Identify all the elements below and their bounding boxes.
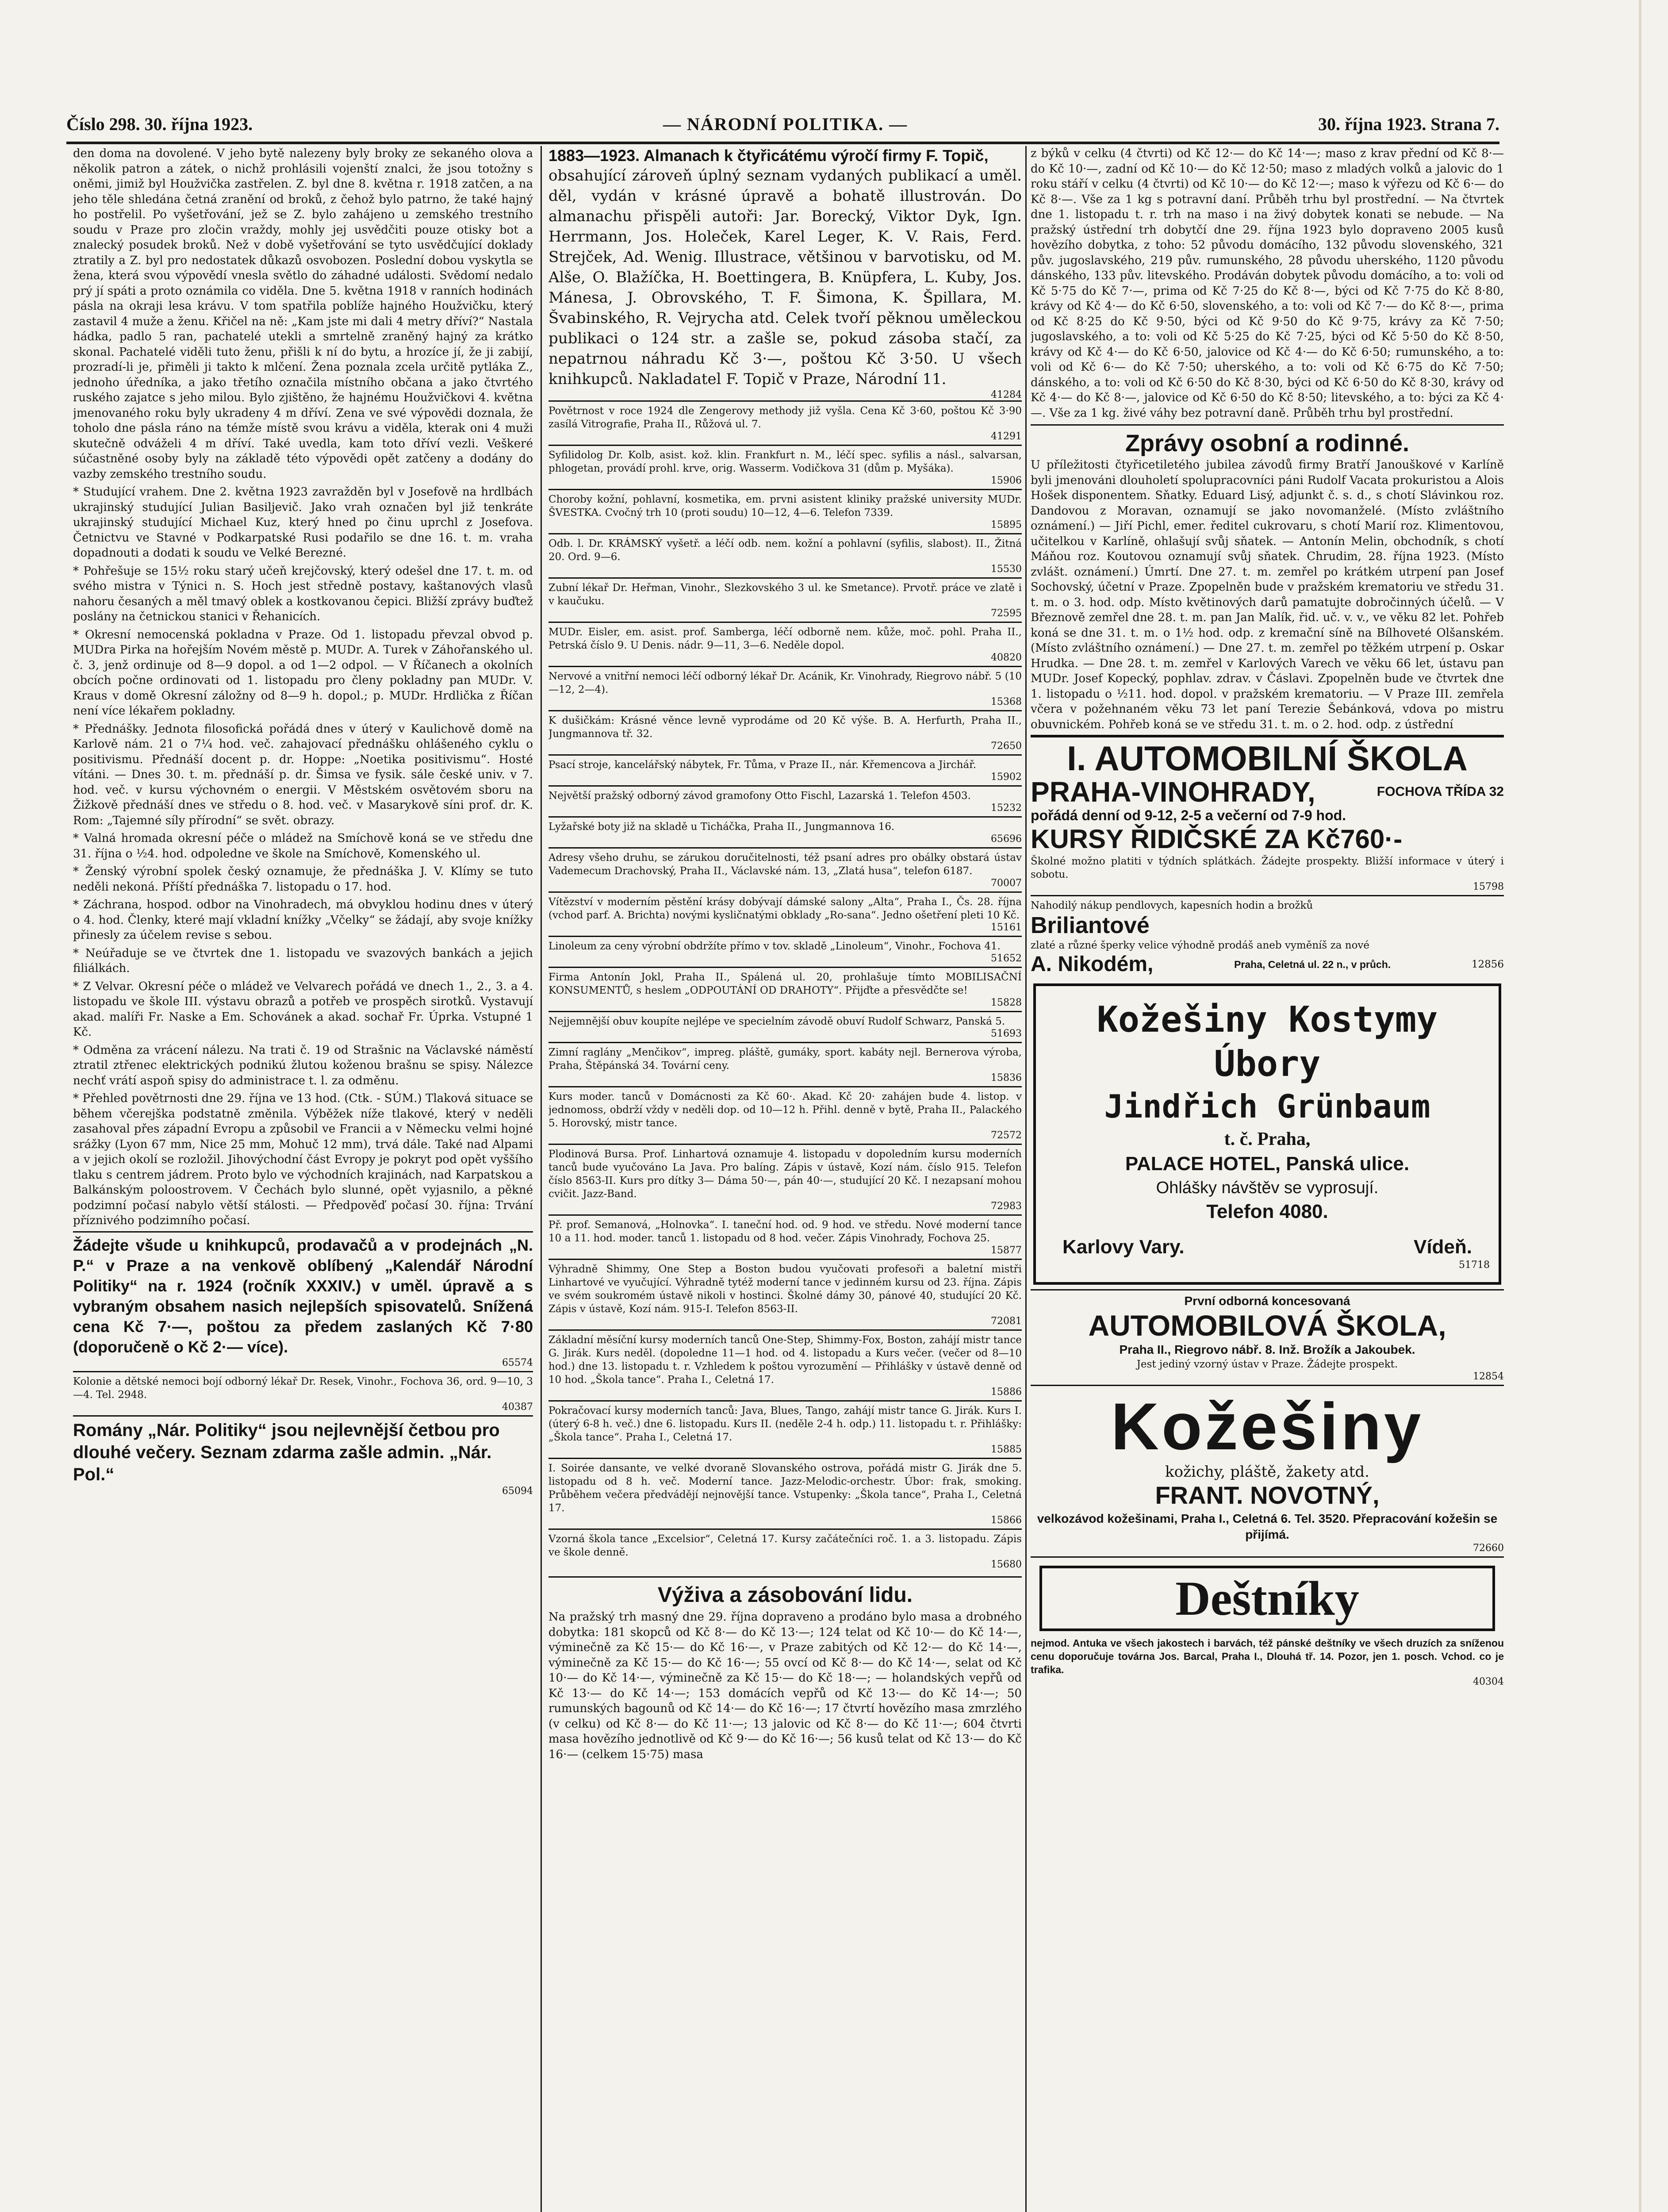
advert-number: 15906 — [991, 475, 1022, 486]
advert-number: 15866 — [991, 1515, 1022, 1526]
header-rule — [66, 142, 1499, 144]
jewellery-advert — [1031, 895, 1504, 979]
article-paragraph: * Přednášky. Jednota filosofická pořádá dnes v úterý v Kaulichově domě na Karlově nám. 21 o 7¼ hod. več. zahajovací přednášku ohlášeného cyklu o positivismu. Přednáší docent p. dr. Hoppe: „Noetika positivismu“. Hosté vítáni. — Dnes 30. t. m. přednáší p. dr. Šimsa ve fysik. sále české univ. v 7. hod. več. v kursu výchovném o energii. V Městském osvětovém sboru na Žižkově přednáší dnes ve středu o 8. hod. več. v Masarykově síni prof. dr. K. Rom: „Tajemné síly přírodní“ se svět. obrazy. — [73, 722, 533, 827]
classified-ad — [548, 1144, 1022, 1214]
classified-ad-text: Vítězství v moderním pěstění krásy dobývají dámské salony „Alta“, Praha I., Čs. 28. října (vchod parf. A. Brichta) novými kysličnatými obklady „Ro-sana“. Jedno ošetření pleti 10 Kč. — [548, 896, 1022, 921]
classified-ad-text: Syfilidolog Dr. Kolb, asist. kož. klin. Frankfurt n. M., léčí spec. syfilis a násl., salvarsan, phlogetan, provádí prohl. krve, orig. Wasserm. Vodičkova 31 (dům p. Myšáka). — [548, 449, 1022, 474]
classified-ad — [548, 577, 1022, 622]
classified-ad — [548, 1400, 1022, 1458]
driving-school-address: FOCHOVA TŘÍDA 32 — [1377, 784, 1504, 799]
classified-ad-text: Pokračovací kursy moderních tanců: Java, Blues, Tango, zahájí mistr tance G. Jirák. Kurs I. (úterý 6-8 h. več.) dne 6. listopadu. Kurs II. (neděle 2-4 h. odp.) 11. listopadu t. r. Přihlášky: „Škola tance“. Praha I., Celetná 17. — [548, 1405, 1022, 1443]
classified-ad-text: I. Soirée dansante, ve velké dvoraně Slovanského ostrova, pořádá mistr G. Jirák dne 5. listopadu od 8 h. več. Moderní tance. Jazz-Melodic-orchestr. Úbor: frak, smoking. Průběhem večera předvádějí nejnovější tance. Vstupenky: „Škola tance“, Praha I., Celetná 17. — [548, 1463, 1022, 1514]
classified-ad-text: Linoleum za ceny výrobní obdržíte přímo v tov. skladě „Linoleum“, Vinohr., Fochova 41. — [548, 941, 1001, 952]
classified-ad — [548, 967, 1022, 1011]
advert-number: 72660 — [1473, 1543, 1504, 1554]
doctor-advert-text: Kolonie a dětské nemoci bojí odborný lékař Dr. Resek, Vinohr., Fochova 36, ord. 9—10, 3—4. Tel. 2948. — [73, 1375, 533, 1401]
advert-number: 41284 — [991, 389, 1022, 400]
advert-number: 65094 — [502, 1485, 533, 1497]
umbrella-title: Deštníky — [1039, 1566, 1495, 1631]
grunbaum-line-2: Úbory — [1214, 1043, 1321, 1084]
novels-advert — [73, 1415, 533, 1499]
classified-ad-text: Plodinová Bursa. Prof. Linhartová oznamuje 4. listopadu v dopoledním kursu moderních tanců bude vyučováno La Java. Pro balíng. Zápis v ústavě, Kozí nám. číslo 915. Telefon číslo 8563-II. Kurs pro dítky 3— Dáma 50·—, pán 40·—, studující 20 Kč. I nezapsaní mohou cvičit. Jazz-Band. — [548, 1148, 1022, 1200]
grunbaum-advert — [1033, 983, 1501, 1285]
classified-ad-text: Odb. l. Dr. KRÁMSKÝ vyšetř. a léčí odb. nem. kožní a pohlavní (syfilis, slabost). II., Žitná 20. Ord. 9—6. — [548, 538, 1022, 563]
section-rule — [1031, 424, 1504, 426]
advert-number: 15232 — [991, 803, 1022, 814]
classified-ad-text: Výhradně Shimmy, One Step a Boston budou vyučovati profesoři a baletní mistři Linhartové ve vyučující. Výhradně tytéž moderní tance v jedinném kursu od 23. října. Zápis ve svém soukromém ústavě nikoli v hostinci. Školné dámy 30, pánové 40, studující 20 Kč. Zápis v ústavě, Kozí nám. 915-I. Telefon 8563-II. — [548, 1263, 1022, 1315]
furs-title: Kožešiny — [1111, 1389, 1424, 1463]
article-paragraph: * Pohřešuje se 15½ roku starý učeň krejčovský, který odešel dne 17. t. m. od svého mistra v Týnici n. S. Hoch jest středně postavy, kaštanových vlasů nahoru česaných a měl tmavý oblek a kostkovanou čepici. Bližší zprávy buďtež poslány na četnickou stanici v Řehanicích. — [73, 564, 533, 623]
advert-number: 12856 — [1471, 958, 1504, 970]
article-paragraph: * Ženský výrobní spolek český oznamuje, že přednáška J. V. Klímy se tuto neděli nekoná. Příští přednáška 7. listopadu o 17. hod. — [73, 865, 533, 894]
column-3 — [1031, 146, 1504, 2212]
classified-ad — [548, 710, 1022, 754]
market-report: z býků v celku (4 čtvrti) od Kč 12·— do Kč 14·—; maso z krav přední od Kč 8·— do Kč 10·—, zadní od Kč 10·— do Kč 12·50; maso z mladých volků a jalovic do 1 roku stáří v celku (4 čtvrti) od Kč 10·— do Kč 12·—; maso k výřezu od Kč 6·— do Kč 8·—. Vše za 1 kg s potravní daní. Průběh trhu byl prostřední. — Na čtvrtek dne 1. listopadu t. r. trh na maso i na živý dobytek konati se nebude. — Na pražský ústřední trh dobytčí dne 29. října 1923 bylo dopraveno 2005 kusů hovězího dobytka, z toho: 52 původu domácího, 132 původu slovenského, 321 pův. jugoslavského, 219 pův. rumunského, 28 původu uherského, 1120 původu dánského, 133 pův. litevského. Prodáván dobytek původu domácího, a to: voli od Kč 5·75 do Kč 7·—, prima od Kč 7·25 do Kč 8·—, býci od Kč 7·75 do Kč 8·80, krávy od Kč 4·— do Kč 6·50, slovenského, a to: voli od Kč 7·— do Kč 8·—, prima od Kč 8·25 do Kč 9·50, býci od Kč 9·50 do Kč 9·75, krávy za Kč 7·50; jugoslavského, a to: voli od Kč 5·25 do Kč 7·25, býci od Kč 5·50 do Kč 8·50, krávy od Kč 4·— do Kč 6·50, jalovice od Kč 4·— do Kč 6·50; rumunského, a to: voli od Kč 6·— do Kč 7·50; uherského, a to: voli od Kč 6·75 do Kč 7·50; dánského, a to: voli od Kč 6·50 do Kč 8·30, býci od Kč 6·50 do Kč 8·30, krávy od Kč 4·— do Kč 8·—, jalovice od Kč 6·50 do Kč 8·50; litevského, a to: býci za Kč 4·—. Vše za 1 kg. živé váhy bez potravní daně. Průběh trhu byl prostřední. — [1031, 147, 1504, 420]
classified-ad-text: Největší pražský odborný závod gramofony Otto Fischl, Lazarská 1. Telefon 4503. — [548, 790, 971, 802]
classified-ad — [548, 1259, 1022, 1329]
advert-number: 15161 — [991, 922, 1022, 933]
auto-school-intro: První odborná koncesovaná — [1184, 1294, 1350, 1308]
page-header — [66, 111, 1499, 137]
classified-ad — [548, 489, 1022, 533]
article-paragraph: * Přehled povětrnosti dne 29. října ve 13 hod. (Ctk. - SÚM.) Tlaková situace se během včerejška podstatně změnila. Výběžek níže tlakové, který v neděli zasahoval přes západní Evropu a způsobil ve Francii a v Německu velmi hojné srážky (Lyon 67 mm, Nice 25 mm, Mohuč 12 mm), trvá dále. Také nad Alpami a v jejich okolí se rozložil. Jihovýchodní část Evropy je pokryt pod opět vyššího tlaku s centrem jádrem. Proto bylo ve východních krajinách, nad Karpatskou a Balkánským poloostrovem. V Čechách bylo slunné, opět vyjasnilo, a pěkné podzimní počasí nabylo větší stálosti. — Předpověď počasí 30. října: Trvání příznivého podzimního počasí. — [73, 1092, 533, 1227]
jewellery-address: Praha, Celetná ul. 22 n., v průch. — [1234, 958, 1391, 970]
advert-number: 51652 — [991, 953, 1022, 964]
auto-school-title: AUTOMOBILOVÁ ŠKOLA, — [1088, 1309, 1446, 1342]
advert-number: 15836 — [991, 1072, 1022, 1083]
grunbaum-location: t. č. Praha, — [1224, 1129, 1311, 1149]
advert-number: 40304 — [1473, 1676, 1504, 1687]
article-paragraph: * Neúřaduje se ve čtvrtek dne 1. listopadu ve svazových bankách a jejich filiálkách. — [73, 946, 533, 975]
driving-school-city: PRAHA-VINOHRADY, — [1031, 776, 1315, 808]
food-section-title: Výživa a zásobování lidu. — [657, 1583, 913, 1607]
header-page: 30. října 1923. Strana 7. — [1318, 114, 1499, 134]
advert-number: 51718 — [1459, 1260, 1490, 1271]
classified-ad — [548, 785, 1022, 816]
calendar-advert-text: Žádejte všude u knihkupců, prodavačů a v prodejnách „N. P.“ v Praze a na venkově oblíbený „Kalendář Národní Politiky“ na r. 1924 (ročník XXXIV.) v uměl. úpravě a s vybraným obsahem nasich nejlepších spisovatelů. Snížená cena Kč 7·—, poštou za předem zaslaných Kč 7·80 (doporučeně o Kč 2·— více). — [73, 1236, 533, 1356]
driving-school-title: I. AUTOMOBILNÍ ŠKOLA — [1067, 739, 1468, 778]
advert-number: 15902 — [991, 772, 1022, 783]
advert-number: 15530 — [991, 564, 1022, 575]
driving-school-advert — [1031, 735, 1504, 895]
novels-advert-text: Romány „Nár. Politiky“ jsou nejlevnější četbou pro dlouhé večery. Seznam zdarma zašle admin. „Nár. Pol.“ — [73, 1420, 500, 1484]
classified-ad-text: Zubní lékař Dr. Heřman, Vinohr., Slezkovského 3 ul. ke Smetance). Prvotř. práce ve zlatě i v kaučuku. — [548, 582, 1022, 607]
classified-ad-text: Kurs moder. tanců v Domácnosti za Kč 60·. Akad. Kč 20· zahájen bude 4. listop. v jednomoss, obdrží vždy v neděli dop. od 10—12 h. Přihl. denně v bytě, Praha II., Palackého 5. Horovský, mistr tance. — [548, 1091, 1022, 1129]
classified-ad-text: Nejjemnější obuv koupíte nejlépe ve specielním závodě obuví Rudolf Schwarz, Panská 5. — [548, 1016, 1005, 1027]
almanach-title: 1883—1923. Almanach k čtyřicátému výročí firmy F. Topič, — [548, 146, 989, 165]
grunbaum-telephone: Telefon 4080. — [1206, 1201, 1328, 1222]
advert-number: 15798 — [1473, 881, 1504, 892]
furs-subtitle: kožichy, pláště, žakety atd. — [1165, 1463, 1369, 1481]
advert-number: 65696 — [991, 833, 1022, 845]
advert-number: 72595 — [991, 608, 1022, 619]
classified-ad — [548, 754, 1022, 785]
advert-number: 12854 — [1473, 1371, 1504, 1382]
grunbaum-note: Ohlášky návštěv se vyprosují. — [1156, 1179, 1379, 1197]
auto-school-note: Jest jediný vzorný ústav v Praze. Žádejte prospekt. — [1136, 1359, 1398, 1370]
classified-ad-text: Př. prof. Semanová, „Holnovka“. I. taneční hod. od. 9 hod. ve středu. Nové moderní tance 10 a 11. hod. moder. tanců 1. listopadu od 8 hod. večer. Zápis Vinohrady, Fochova 25. — [548, 1219, 1022, 1244]
driving-school-note: Školné možno platiti v týdních splátkách. Žádejte prospekty. Bližší informace v úterý i sobotu. — [1031, 856, 1504, 880]
classified-ad-text: Lyžařské boty již na skladě u Ticháčka, Praha II., Jungmannova 16. — [548, 821, 895, 833]
column-2 — [548, 146, 1022, 2212]
grunbaum-city-2: Vídeň. — [1413, 1236, 1472, 1258]
classified-ad-text: Zimní raglány „Menčikov“, impreg. pláště, gumáky, sport. kabáty nejl. Bernerova výroba, Praha, Štěpánská 34. Tovární ceny. — [548, 1047, 1022, 1071]
furs-firm: FRANT. NOVOTNÝ, — [1155, 1481, 1380, 1509]
advert-number: 40820 — [991, 652, 1022, 663]
advert-number: 70007 — [991, 878, 1022, 889]
advert-number: 41291 — [991, 431, 1022, 442]
classified-ad — [548, 936, 1022, 967]
classified-ad — [548, 1329, 1022, 1400]
driving-school-hours: pořádá denní od 9-12, 2-5 a večerní od 7-9 hod. — [1031, 807, 1346, 823]
classified-ad — [548, 891, 1022, 936]
advert-number: 40387 — [502, 1401, 533, 1413]
grunbaum-name: Jindřich Grünbaum — [1104, 1088, 1430, 1125]
classified-ad-text: MUDr. Eisler, em. asist. prof. Samberga, léčí odborně nem. kůže, moč. pohl. Praha II., Petrská číslo 9. U Denis. nádr. 9—11, 3—6. Neděle dopol. — [548, 626, 1022, 651]
classified-ad — [548, 533, 1022, 577]
column-1 — [73, 146, 533, 2212]
grunbaum-line-1: Kožešiny Kostymy — [1097, 999, 1438, 1040]
umbrella-advert — [1031, 1556, 1504, 1690]
column-divider — [1025, 146, 1027, 2212]
page-fold-shadow — [1639, 0, 1641, 2212]
header-masthead: — NÁRODNÍ POLITIKA. — — [663, 114, 908, 134]
classified-ad — [548, 400, 1022, 445]
jewellery-word: Briliantové — [1031, 913, 1150, 938]
almanach-advert — [548, 146, 1022, 400]
advert-number: 15680 — [991, 1559, 1022, 1570]
advert-number: 72081 — [991, 1316, 1022, 1327]
classified-ad — [548, 622, 1022, 666]
advert-number: 15368 — [991, 696, 1022, 707]
classified-ad — [548, 816, 1022, 847]
classified-ad — [548, 1458, 1022, 1528]
jewellery-text: zlaté a různé šperky velice výhodně prodáš aneb vyměníš za nové — [1031, 940, 1370, 951]
article-paragraph: * Studující vrahem. Dne 2. května 1923 zavražděn byl v Josefově na hrdlbách ukrajinský studující Julian Basiljevič. Jako vrah označen byl již tenkráte ukrajinský studující Michael Kuz, který hned po činu uprchl z Josefova. Četnictvu ve Stavné v Podkarpatské Rusi podařilo se dne 16. t. m. vraha dopadnouti a dodati k soudu ve Velké Berezné. — [73, 485, 533, 560]
advert-number: 15895 — [991, 519, 1022, 530]
classified-ad — [548, 1528, 1022, 1573]
advert-number: 51693 — [991, 1028, 1022, 1039]
classified-ad — [548, 847, 1022, 891]
grunbaum-city-1: Karlovy Vary. — [1062, 1236, 1185, 1258]
classified-ad — [548, 1011, 1022, 1042]
article-paragraph: * Záchrana, hospod. odbor na Vinohradech, má obvyklou hodinu dnes v úterý o 4. hod. Členky, které mají vkladní knížky „Včelky“ se žádají, aby svoje knížky přinesly za účelem revise s sebou. — [73, 898, 533, 942]
advert-number: 72650 — [991, 741, 1022, 752]
doctor-advert — [73, 1371, 533, 1415]
classified-ad — [548, 666, 1022, 710]
classified-ad-text: Nervové a vnitřní nemoci léčí odborný lékař Dr. Acánik, Kr. Vinohrady, Riegrovo nábř. 5 (10—12, 2—4). — [548, 671, 1022, 695]
article-paragraph: * Valná hromada okresní péče o mládež na Smíchově koná se ve středu dne 31. října o ½4. hod. odpoledne ve škole na Smíchově, Komenského ul. — [73, 832, 533, 860]
classified-ad — [548, 445, 1022, 489]
personal-news-text: U příležitosti čtyřicetiletého jubilea závodů firmy Bratří Janouškové v Karlíně byli jmenováni dlouholetí spolupracovníci páni Rudolf Vacata prokuristou a Alois Hošek disponentem. Sňatky. Eduard Lisý, adjunkt č. s. d., s chotí Slávinkou roz. Dandovou z Moravan, oznamují se jako novomanželé. (Místo zvláštního oznámení.) — Jiří Pichl, emer. ředitel cukrovaru, s chotí Marií roz. Klimentovou, učitelkou v Karlíně, ohlašují svůj sňatek. — Antonín Melin, obchodník, s chotí Máňou roz. Koutovou oznamují svůj sňatek. Chrudim, 28. října 1923. (Místo zvlášt. oznámení.) Úmrtí. Dne 27. t. m. zemřel po krátkém utrpení pan Josef Sochovský, účetní v Praze. Zpopelněn bude v pražském krematoriu ve středu 31. t. m. o 3. hod. odp. Místo květinových darů pamatujte dobročinných účelů. — V Březnově zemřel dne 28. t. m. pan Jan Malík, řid. uč. v. v., ve věku 82 let. Pohřeb koná se dne 31. t. m. o 1½ hod. odp. z kremační síně na Bílhoveté Olšanském. (Místo zvláštního oznámení.) — Dne 27. t. m. zemřel po těžkém utrpení p. Oskar Hrudka. — Dne 28. t. m. zemřel v Karlových Varech ve věku 66 let, ústavu pan MUDr. Josef Kopecký, pophlav. zdrav. v Čáslavi. Zpopelněn bude ve čtvrtek dne 1. listopadu o ½11. hod. dopol. v pražském krematoriu. — V Praze III. zemřela včera v požehnaném věku 73 let paní Terezie Šebánková, vdova po mistru obuvnickém. Pohřeb koná se ve středu 31. t. m. o 2. hod. odp. z ústřední — [1031, 458, 1504, 731]
jewellery-firm: A. Nikodém, — [1031, 952, 1154, 976]
article-paragraph: * Z Velvar. Okresní péče o mládež ve Velvarech pořádá ve dnech 1., 2., 3. a 4. listopadu ve škole III. výstavu obrazů a potřeb ve prospěch sirotků. Vystavují akad. malíři Fr. Naske a Em. Schovánek a akad. sochař Fr. Úprka. Vstupné 1 Kč. — [73, 979, 533, 1039]
driving-school-price: KURSY ŘIDIČSKÉ ZA Kč760·- — [1031, 824, 1403, 854]
classified-ad-text: Vzorná škola tance „Excelsior“, Celetná 17. Kursy začátečníci roč. 1. a 3. listopadu. Zápis ve škole denně. — [548, 1533, 1022, 1558]
section-rule — [548, 1576, 1022, 1578]
calendar-advert — [73, 1231, 533, 1371]
advert-number: 15885 — [991, 1444, 1022, 1455]
classified-ad — [548, 1042, 1022, 1086]
umbrella-text: nejmod. Antuka ve všech jakostech i barvách, též pánské deštníky ve všech druzích za sníženou cenu doporučuje továrna Jos. Barcal, Praha I., Dlouhá tř. 14. Pozor, jen 1. posch. Vchod. co je trafika. — [1031, 1637, 1504, 1675]
auto-school-address: Praha II., Riegrovo nábř. 8. Inž. Brožík a Jakoubek. — [1119, 1343, 1415, 1356]
advert-number: 72572 — [991, 1130, 1022, 1141]
classified-ad-text: Adresy všeho druhu, se zárukou doručitelnosti, též psaní adres pro obálky obstará ústav Vademecum Drachovský, Praha II., Václavské nám. 13, „Zlatá husa“, telefon 6187. — [548, 852, 1022, 877]
auto-school-advert — [1031, 1289, 1504, 1385]
column-divider — [541, 146, 542, 2212]
article-paragraph: den doma na dovolené. V jeho bytě nalezeny byly broky ze sekaného olova a několik patron a zátek, o nichž prohlásili vojenští znalci, že jsou totožny s oněmi, jimiž byl Houžvička zastřelen. Z. byl dne 8. května r. 1918 zatčen, a na jeho těle shledána četná zranění od broků, z čehož bylo patrno, že také hajný ho postřelil. Po vyšetřování, jež se Z. bylo zahájeno u zemského trestního soudu v Praze pro zločin vraždy, mohly jej usvědčiti pouze otisky bot a znalecký posudek broků. Než v době vyšetřování se tyto usvědčující doklady ztratily a Z. byl pro nedostatek důkazů osvobozen. Poslední dobou vyskytla se žena, která svou výpovědí vnesla světlo do záhadné události. Svědomí nedalo prý jí spáti a proto oznámila co viděla. Dne 5. května 1918 v ranních hodinách pásla na okraji lesa krávu. V tom spatřila poblíže hajného Houžvičku, který zastavil 4 muže a ženu. Křičel na ně: „Kam jste mi dali 4 metry dříví?“ Nastala hádka, padlo 5 ran, pachatelé utekli a smrtelně zraněný hajný za krátko skonal. Pachatelé viděli tuto ženu, přišli k ní do bytu, a hrozíce jí, že ji zabijí, prozradí-li je, přiměli ji takto k mlčení. Žena poznala zcela určitě pytláka Z., jednoho úředníka, a jako třetího označila místního občana a jako čtvrtého ruského zajatce s jeho milou. Bylo zjištěno, že hajnému Houžvičkovi 4. května jmenovaného roku byly ukradeny 4 m dříví. Zena ve své výpovědi doznala, že toholo dne pásla ráno na témže místě svou krávu a viděla, kterak oni 4 muži skutečně odváželi 4 m dříví. Také uvedla, kam toto dříví vezli. Veškeré súčastněné osoby byly na základě této výpovědi opět zatčeny a dodány do vazby zemského trestního soudu. — [73, 147, 533, 481]
personal-news-title: Zprávy osobní a rodinné. — [1125, 430, 1410, 457]
jewellery-intro: Nahodilý nákup pendlovych, kapesních hodin a brožků — [1031, 900, 1313, 911]
article-paragraph: * Okresní nemocenská pokladna v Praze. Od 1. listopadu převzal obvod p. MUDra Pirka na hořejším Novém městě p. MUDr. A. Turek v Záhořanského ul. č. 3, jenž ordinuje od 8—9 dopol. a od 1—2 odpol. — V Říčanech a okolních obcích počne ordinovati od 1. listopadu pro členy pokladny pan MUDr. V. Kraus v domě Okresní záložny od 8—9 h. dopol.; p. MUDr. Hrdlička z Říčan není více lékařem pokladny. — [73, 628, 533, 718]
advert-number: 72983 — [991, 1201, 1022, 1212]
classified-ads — [548, 400, 1022, 1573]
advert-number: 15828 — [991, 997, 1022, 1008]
furs-address: velkozávod kožešinami, Praha I., Celetná 6. Tel. 3520. Přepracování kožešin se přijímá. — [1037, 1512, 1498, 1541]
furs-advert — [1031, 1385, 1504, 1556]
classified-ad — [548, 1086, 1022, 1144]
food-section-text: Na pražský trh masný dne 29. října dopraveno a prodáno bylo masa a drobného dobytka: 181 skopců od Kč 8·— do Kč 13·—; 124 telat od Kč 10·— do Kč 14·—, výminečně za Kč 15·— do Kč 16·—, v Praze zabitých od Kč 12·— do Kč 14·—, výminečně za Kč 15·— do Kč 16·—; 55 ovcí od Kč 8·— do Kč 14·—, selat od Kč 10·— do Kč 14·—, výminečně za Kč 15·— do Kč 18·—; — holandských vepřů od Kč 13·— do Kč 14·—; 153 domácích vepřů od Kč 13·— do Kč 14·—; 50 rumunských bagounů od Kč 14·— do Kč 16·—; 17 čtvrtí hovězího masa zmrzlého (v celku) od Kč 8·— do Kč 11·—; 13 jalovic od Kč 8·— do Kč 11·—; 604 čtvrti masa hovězího jednotlivě od Kč 9·— do Kč 16·—; 56 kusů telat od Kč 13·— do Kč 16·— (celkem 15·75) masa — [548, 1610, 1022, 1761]
classified-ad-text: Základní měsíční kursy moderních tanců One-Step, Shimmy-Fox, Boston, zahájí mistr tance G. Jirák. Kurs neděl. (dopoledne 11—1 hod. od 4. listopadu a Kurs večer. (večer od 8—10 hod.) dne 13. listopadu t. r. Vzhledem k poštou vyrozumění — Přihlášky v ústavě denně od 10 hod. „Škola tance“. Praha I., Celetná 17. — [548, 1334, 1022, 1386]
advert-number: 65574 — [502, 1357, 533, 1368]
almanach-text: obsahující zároveň úplný seznam vydaných publikací a uměl. děl, vydán v krásné úpravě a bohatě illustrován. Do almanachu přispěli autoři: Jar. Borecký, Viktor Dyk, Ign. Herrmann, Jos. Holeček, Karel Leger, K. V. Rais, Ferd. Strejček, Ad. Wenig. Illustrace, většinou v barvotisku, od M. Alše, O. Blažíčka, H. Boettingera, B. Knüpfera, L. Kuby, Jos. Mánesa, J. Obrovského, T. F. Šimona, K. Špillara, M. Švabinského, R. Vejrycha atd. Celek tvoří pěknou uměleckou publikaci o 124 str. a zašle se, pokud zásoba stačí, za nepatrnou náhradu Kč 3·—, poštou Kč 3·50. U všech knihkupců. Nakladatel F. Topič v Praze, Národní 11. — [548, 167, 1022, 388]
classified-ad-text: Psací stroje, kancelářský nábytek, Fr. Tůma, v Praze II., nár. Křemencova a Jirchář. — [548, 759, 977, 771]
classified-ad — [548, 1214, 1022, 1259]
classified-ad-text: Firma Antonín Jokl, Praha II., Spálená ul. 20, prohlašuje tímto MOBILISAČNÍ KONSUMENTŮ, s heslem „ODPOUTÁNÍ OD DRAHOTY“. Přijďte a přesvědčte se! — [548, 972, 1022, 996]
grunbaum-hotel: PALACE HOTEL, Panská ulice. — [1125, 1153, 1410, 1175]
article-paragraph: * Odměna za vrácení nálezu. Na trati č. 19 od Strašnic na Václavské náměstí ztratil ztřenec elektrických podnikú žlutou koženou brašnu se spisy. Nálezce nechť vrátí aspoň spisy do administrace t. l. za odměnu. — [73, 1043, 533, 1087]
header-issue: Číslo 298. 30. října 1923. — [66, 114, 253, 134]
classified-ad-text: Choroby kožní, pohlavní, kosmetika, em. prvni asistent kliniky pražské university MUDr. ŠVESTKA. Cvočný trh 10 (proti soudu) 10—12, 4—6. Telefon 7339. — [548, 494, 1022, 518]
classified-ad-text: K dušičkám: Krásné věnce levně vyprodáme od 20 Kč výše. B. A. Herfurth, Praha II., Jungmannova tř. 32. — [548, 715, 1022, 740]
classified-ad-text: Povětrnost v roce 1924 dle Zengerovy methody již vyšla. Cena Kč 3·60, poštou Kč 3·90 zasílá Vitrografie, Praha II., Růžová ul. 7. — [548, 405, 1022, 430]
advert-number: 15886 — [991, 1386, 1022, 1398]
advert-number: 15877 — [991, 1245, 1022, 1256]
